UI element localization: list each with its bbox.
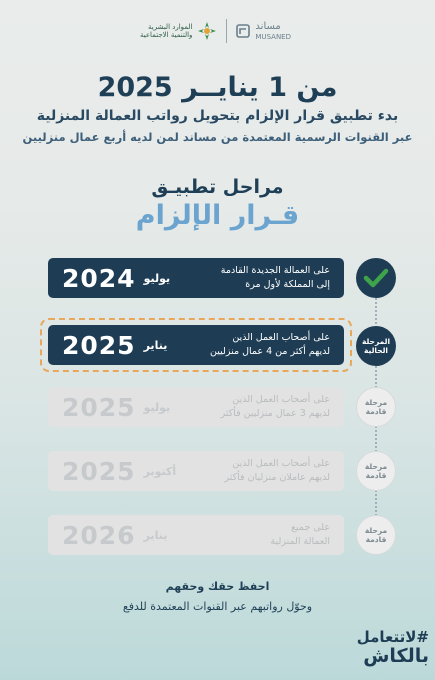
stage-month: أكتوبر: [143, 464, 177, 478]
stage-date-2: [62, 331, 167, 360]
stage-card-4: [48, 451, 344, 491]
stage-description: [225, 457, 330, 486]
stage-desc-line1: على أصحاب العمل الذين: [232, 457, 330, 469]
stage-date-5: [62, 521, 167, 550]
stage-status-node-2: المرحلة الحالية: [356, 326, 396, 366]
hashtag-line1: #لاتتعامل: [356, 628, 429, 646]
footer-message: وحوّل رواتبهم عبر القنوات المعتمدة للدفع: [122, 600, 313, 613]
stage-year: 2025: [62, 392, 136, 422]
stage-description: [210, 331, 330, 360]
stage-status-node-1: [356, 258, 396, 298]
footer-tagline: احفظ حقك وحقهم: [165, 580, 270, 593]
stage-date-1: [62, 264, 170, 293]
stage-year: 2025: [62, 456, 136, 486]
stage-desc-line1: على أصحاب العمل الذين: [232, 393, 330, 405]
stage-card-5: [48, 515, 344, 555]
stage-month: يوليو: [143, 400, 171, 414]
stage-year: 2024: [62, 263, 136, 293]
ministry-name: [140, 23, 192, 39]
ministry-name-line1: الموارد البشرية: [148, 22, 193, 31]
stage-status-node-3: مرحلة قادمة: [356, 387, 396, 427]
header-logos: [140, 16, 300, 46]
stage-year: 2026: [62, 520, 136, 550]
stage-year: 2025: [62, 330, 136, 360]
stage-desc-line2: لديهم عاملان منزليان فأكثر: [224, 472, 330, 483]
stage-desc-line1: على جميع: [290, 521, 330, 533]
ministry-emblem-icon: [196, 20, 218, 42]
stage-status-node-4: مرحلة قادمة: [356, 451, 396, 491]
stage-desc-line1: على العمالة الجديدة القادمة: [220, 264, 330, 276]
stage-card-1: [48, 258, 344, 298]
stage-card-3: [48, 387, 344, 427]
stage-desc-line1: على أصحاب العمل الذين: [232, 331, 330, 343]
musaned-name-ar: مساند: [255, 21, 281, 33]
subtitle: بدء تطبيق قرار الإلزام بتحويل رواتب العمالة المنزلية: [36, 108, 399, 124]
stages-title-line1: مراحل تطبيـق: [151, 176, 284, 198]
stage-status-node-5: مرحلة قادمة: [356, 515, 396, 555]
logo-divider: [226, 19, 227, 43]
stage-desc-line2: إلى المملكة لأول مرة: [245, 279, 330, 290]
stage-description: [221, 393, 330, 422]
musaned-logo: [235, 21, 291, 41]
stage-description: [221, 264, 330, 293]
campaign-hashtag: [337, 630, 429, 674]
musaned-emblem-icon: [235, 23, 251, 39]
stage-date-4: [62, 457, 176, 486]
hashtag-line2: بالكاش: [363, 645, 429, 667]
stage-month: يناير: [143, 528, 168, 542]
headline: من 1 ينايــر 2025: [97, 72, 338, 103]
stage-month: يناير: [143, 338, 168, 352]
stage-date-3: [62, 393, 170, 422]
stage-card-2: [48, 325, 344, 365]
stage-desc-line2: لديهم 3 عمال منزليين فأكثر: [220, 408, 330, 419]
ministry-name-line2: والتنمية الاجتماعية: [140, 31, 193, 39]
stage-desc-line2: العمالة المنزلية: [270, 536, 330, 547]
stage-desc-line2: لديهم أكثر من 4 عمال منزليين: [210, 346, 330, 357]
subtitle-secondary: عبر القنوات الرسمية المعتمدة من مساند لمن لديه أربع عمال منزليين: [22, 130, 413, 144]
stage-description: [270, 521, 330, 550]
checkmark-icon: [363, 267, 389, 289]
stage-month: يوليو: [143, 271, 171, 285]
stages-title-line2: قـرار الإلزام: [135, 200, 300, 231]
ministry-logo: [140, 20, 218, 42]
musaned-name-en: MUSANED: [255, 32, 291, 41]
musaned-name: [255, 21, 291, 41]
